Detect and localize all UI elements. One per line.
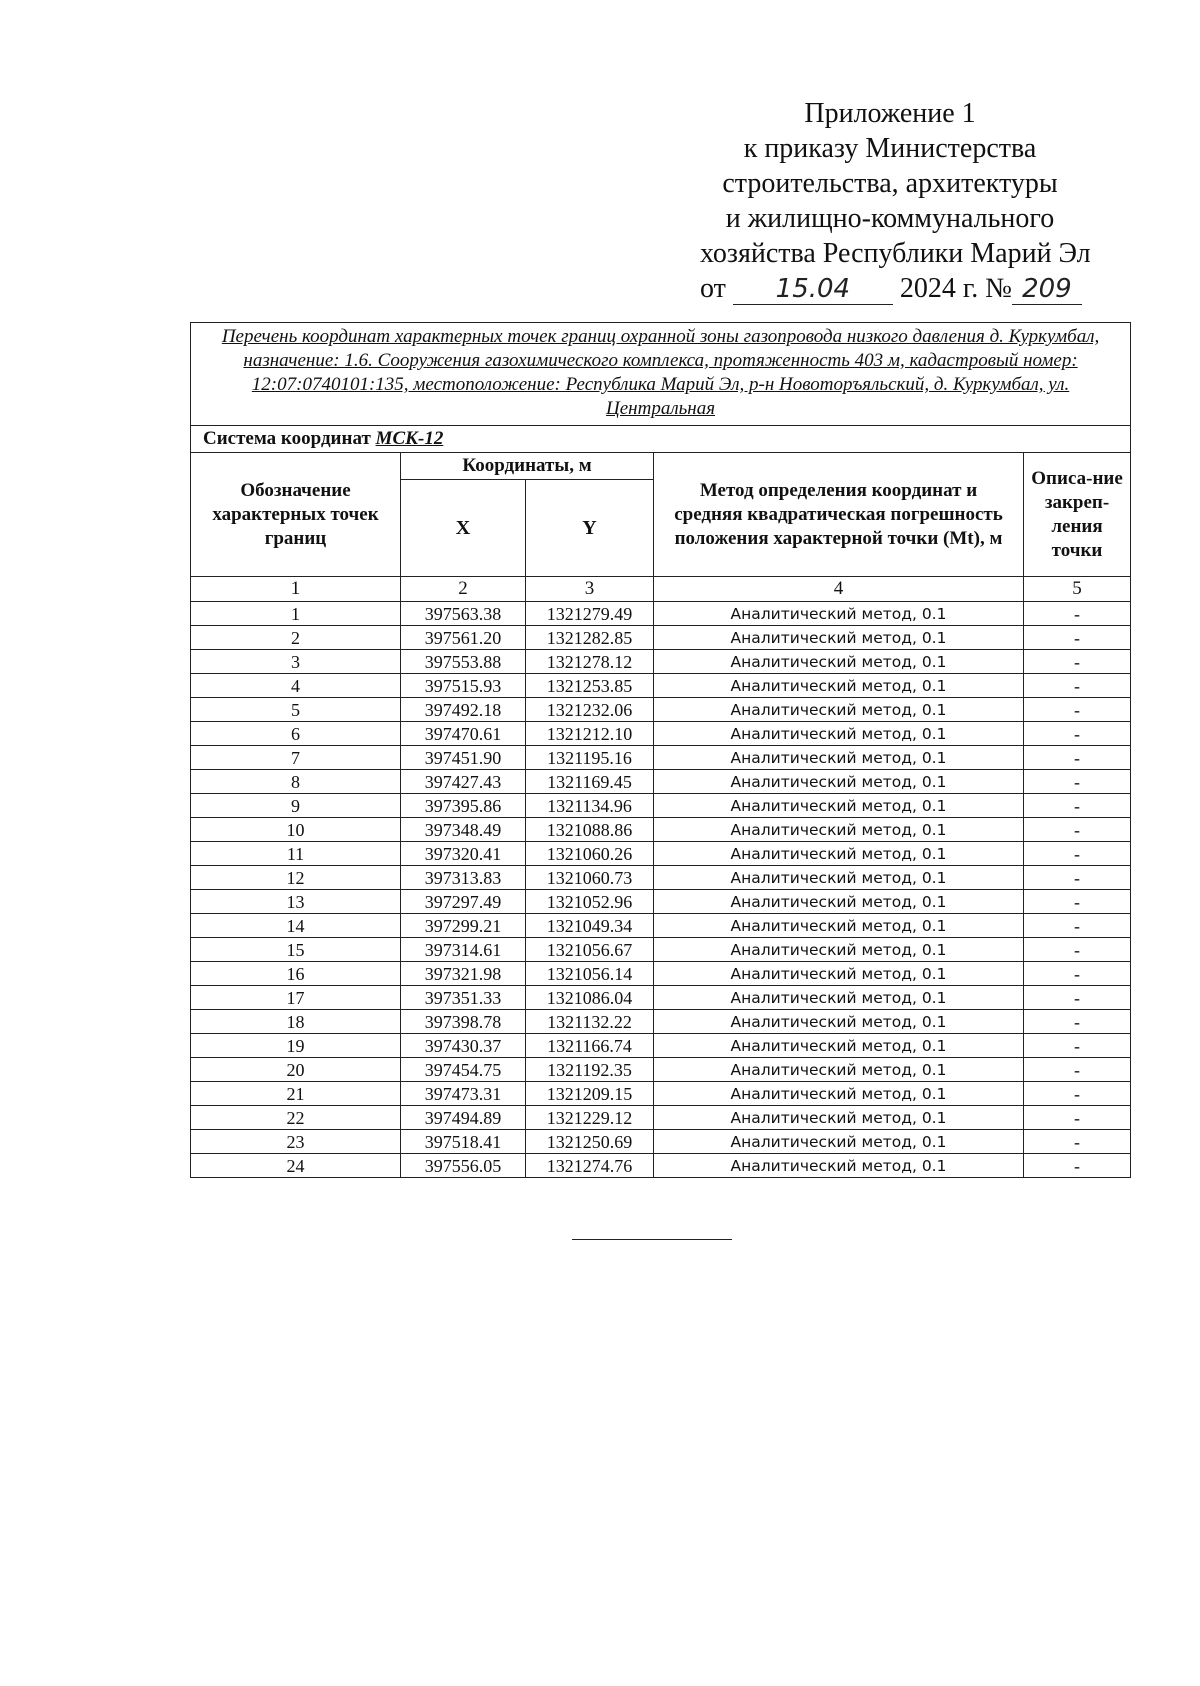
method-cell: Аналитический метод, 0.1 — [654, 1106, 1024, 1130]
fixation-description-cell: - — [1024, 1106, 1131, 1130]
fixation-description-cell: - — [1024, 770, 1131, 794]
x-coordinate-cell: 397556.05 — [401, 1154, 526, 1178]
point-number-cell: 7 — [191, 746, 401, 770]
fixation-description-cell: - — [1024, 1082, 1131, 1106]
y-coordinate-cell: 1321192.35 — [526, 1058, 654, 1082]
method-cell: Аналитический метод, 0.1 — [654, 722, 1024, 746]
fixation-description-cell: - — [1024, 1034, 1131, 1058]
coordinate-system-label: Система координат — [203, 428, 371, 449]
method-cell: Аналитический метод, 0.1 — [654, 698, 1024, 722]
x-coordinate-cell: 397313.83 — [401, 866, 526, 890]
method-cell: Аналитический метод, 0.1 — [654, 1130, 1024, 1154]
header-line-4: и жилищно-коммунального — [725, 203, 1055, 234]
y-coordinate-cell: 1321279.49 — [526, 602, 654, 626]
table-row — [191, 818, 1131, 842]
y-coordinate-cell: 1321274.76 — [526, 1154, 654, 1178]
x-coordinate-cell: 397351.33 — [401, 986, 526, 1010]
header-x: X — [401, 480, 526, 577]
method-cell: Аналитический метод, 0.1 — [654, 842, 1024, 866]
x-coordinate-cell: 397427.43 — [401, 770, 526, 794]
table-row — [191, 746, 1131, 770]
table-row — [191, 770, 1131, 794]
coordinate-system-value: МСК-12 — [375, 428, 444, 449]
header-row-1 — [191, 453, 1131, 480]
point-number-cell: 20 — [191, 1058, 401, 1082]
point-number-cell: 8 — [191, 770, 401, 794]
header-coordinates: Координаты, м — [401, 453, 654, 480]
header-line-1: Приложение 1 — [804, 98, 976, 129]
x-coordinate-cell: 397297.49 — [401, 890, 526, 914]
fixation-description-cell: - — [1024, 698, 1131, 722]
method-cell: Аналитический метод, 0.1 — [654, 866, 1024, 890]
point-number-cell: 10 — [191, 818, 401, 842]
method-cell: Аналитический метод, 0.1 — [654, 1034, 1024, 1058]
method-cell: Аналитический метод, 0.1 — [654, 914, 1024, 938]
point-number-cell: 19 — [191, 1034, 401, 1058]
point-number-cell: 16 — [191, 962, 401, 986]
table-row — [191, 842, 1131, 866]
table-row — [191, 1010, 1131, 1034]
y-coordinate-cell: 1321232.06 — [526, 698, 654, 722]
y-coordinate-cell: 1321282.85 — [526, 626, 654, 650]
method-cell: Аналитический метод, 0.1 — [654, 890, 1024, 914]
header-y: Y — [526, 480, 654, 577]
header-line-3: строительства, архитектуры — [722, 168, 1058, 199]
y-coordinate-cell: 1321056.67 — [526, 938, 654, 962]
handwritten-date: 15.04 — [733, 274, 893, 305]
y-coordinate-cell: 1321212.10 — [526, 722, 654, 746]
column-number: 4 — [654, 577, 1024, 602]
header-method: Метод определения координат и средняя квадратическая погрешность положения характерной точки (Mt), м — [654, 453, 1024, 577]
table-row — [191, 890, 1131, 914]
point-number-cell: 9 — [191, 794, 401, 818]
x-coordinate-cell: 397563.38 — [401, 602, 526, 626]
point-number-cell: 1 — [191, 602, 401, 626]
method-cell: Аналитический метод, 0.1 — [654, 1010, 1024, 1034]
y-coordinate-cell: 1321166.74 — [526, 1034, 654, 1058]
y-coordinate-cell: 1321250.69 — [526, 1130, 654, 1154]
fixation-description-cell: - — [1024, 890, 1131, 914]
table-title: Перечень координат характерных точек границ охранной зоны газопровода низкого давления д. Куркумбал, назначение: 1.6. Сооружения газохимического комплекса, протяженность 403 м, кадастровый номер: 12:07:0740101:135, местоположение: Республика Марий Эл, р-н Новоторъяльский, д. Куркумбал, ул. Центральная — [191, 323, 1131, 426]
fixation-description-cell: - — [1024, 650, 1131, 674]
x-coordinate-cell: 397451.90 — [401, 746, 526, 770]
point-number-cell: 21 — [191, 1082, 401, 1106]
x-coordinate-cell: 397492.18 — [401, 698, 526, 722]
y-coordinate-cell: 1321086.04 — [526, 986, 654, 1010]
fixation-description-cell: - — [1024, 1058, 1131, 1082]
y-coordinate-cell: 1321253.85 — [526, 674, 654, 698]
point-number-cell: 5 — [191, 698, 401, 722]
point-number-cell: 18 — [191, 1010, 401, 1034]
x-coordinate-cell: 397320.41 — [401, 842, 526, 866]
order-date-line — [700, 271, 1080, 306]
table-row — [191, 1154, 1131, 1178]
y-coordinate-cell: 1321195.16 — [526, 746, 654, 770]
column-number: 3 — [526, 577, 654, 602]
table-row — [191, 602, 1131, 626]
x-coordinate-cell: 397321.98 — [401, 962, 526, 986]
method-cell: Аналитический метод, 0.1 — [654, 650, 1024, 674]
method-cell: Аналитический метод, 0.1 — [654, 626, 1024, 650]
fixation-description-cell: - — [1024, 962, 1131, 986]
y-coordinate-cell: 1321060.73 — [526, 866, 654, 890]
fixation-description-cell: - — [1024, 1154, 1131, 1178]
table-title-row — [191, 323, 1131, 426]
fixation-description-cell: - — [1024, 866, 1131, 890]
point-number-cell: 23 — [191, 1130, 401, 1154]
table-row — [191, 866, 1131, 890]
fixation-description-cell: - — [1024, 626, 1131, 650]
table-row — [191, 938, 1131, 962]
method-cell: Аналитический метод, 0.1 — [654, 770, 1024, 794]
y-coordinate-cell: 1321169.45 — [526, 770, 654, 794]
point-number-cell: 2 — [191, 626, 401, 650]
coordinate-system — [191, 426, 1131, 453]
header-designation: Обозначение характерных точек границ — [191, 453, 401, 577]
point-number-cell: 15 — [191, 938, 401, 962]
table-row — [191, 1106, 1131, 1130]
method-cell: Аналитический метод, 0.1 — [654, 674, 1024, 698]
x-coordinate-cell: 397348.49 — [401, 818, 526, 842]
method-cell: Аналитический метод, 0.1 — [654, 1154, 1024, 1178]
table-row — [191, 1034, 1131, 1058]
x-coordinate-cell: 397314.61 — [401, 938, 526, 962]
x-coordinate-cell: 397395.86 — [401, 794, 526, 818]
point-number-cell: 24 — [191, 1154, 401, 1178]
fixation-description-cell: - — [1024, 1010, 1131, 1034]
method-cell: Аналитический метод, 0.1 — [654, 746, 1024, 770]
fixation-description-cell: - — [1024, 842, 1131, 866]
x-coordinate-cell: 397454.75 — [401, 1058, 526, 1082]
method-cell: Аналитический метод, 0.1 — [654, 962, 1024, 986]
table-row — [191, 674, 1131, 698]
fixation-description-cell: - — [1024, 674, 1131, 698]
handwritten-order-number: 209 — [1012, 274, 1082, 305]
y-coordinate-cell: 1321209.15 — [526, 1082, 654, 1106]
x-coordinate-cell: 397473.31 — [401, 1082, 526, 1106]
point-number-cell: 4 — [191, 674, 401, 698]
point-number-cell: 14 — [191, 914, 401, 938]
column-number: 5 — [1024, 577, 1131, 602]
method-cell: Аналитический метод, 0.1 — [654, 938, 1024, 962]
coordinate-system-row — [191, 426, 1131, 453]
table-row — [191, 1082, 1131, 1106]
method-cell: Аналитический метод, 0.1 — [654, 794, 1024, 818]
fixation-description-cell: - — [1024, 722, 1131, 746]
method-cell: Аналитический метод, 0.1 — [654, 986, 1024, 1010]
column-number: 2 — [401, 577, 526, 602]
x-coordinate-cell: 397553.88 — [401, 650, 526, 674]
x-coordinate-cell: 397561.20 — [401, 626, 526, 650]
point-number-cell: 22 — [191, 1106, 401, 1130]
method-cell: Аналитический метод, 0.1 — [654, 818, 1024, 842]
table-row — [191, 914, 1131, 938]
fixation-description-cell: - — [1024, 746, 1131, 770]
table-row — [191, 1130, 1131, 1154]
y-coordinate-cell: 1321088.86 — [526, 818, 654, 842]
fixation-description-cell: - — [1024, 914, 1131, 938]
y-coordinate-cell: 1321278.12 — [526, 650, 654, 674]
header-line-2: к приказу Министерства — [743, 133, 1037, 164]
table-row — [191, 794, 1131, 818]
date-prefix: от — [700, 273, 726, 304]
end-of-document-rule — [572, 1239, 732, 1240]
table-row — [191, 962, 1131, 986]
point-number-cell: 13 — [191, 890, 401, 914]
point-number-cell: 12 — [191, 866, 401, 890]
y-coordinate-cell: 1321056.14 — [526, 962, 654, 986]
header-description: Описа-ние закреп-ления точки — [1024, 453, 1131, 577]
x-coordinate-cell: 397398.78 — [401, 1010, 526, 1034]
y-coordinate-cell: 1321132.22 — [526, 1010, 654, 1034]
coordinates-table — [190, 322, 1131, 1178]
fixation-description-cell: - — [1024, 794, 1131, 818]
y-coordinate-cell: 1321052.96 — [526, 890, 654, 914]
fixation-description-cell: - — [1024, 818, 1131, 842]
document-header — [700, 96, 1091, 306]
method-cell: Аналитический метод, 0.1 — [654, 602, 1024, 626]
table-row — [191, 698, 1131, 722]
x-coordinate-cell: 397515.93 — [401, 674, 526, 698]
y-coordinate-cell: 1321229.12 — [526, 1106, 654, 1130]
table-row — [191, 986, 1131, 1010]
x-coordinate-cell: 397470.61 — [401, 722, 526, 746]
point-number-cell: 6 — [191, 722, 401, 746]
fixation-description-cell: - — [1024, 938, 1131, 962]
fixation-description-cell: - — [1024, 986, 1131, 1010]
table-row — [191, 722, 1131, 746]
x-coordinate-cell: 397494.89 — [401, 1106, 526, 1130]
order-year: 2024 г. № — [899, 273, 1012, 304]
method-cell: Аналитический метод, 0.1 — [654, 1058, 1024, 1082]
point-number-cell: 11 — [191, 842, 401, 866]
column-number: 1 — [191, 577, 401, 602]
fixation-description-cell: - — [1024, 1130, 1131, 1154]
x-coordinate-cell: 397299.21 — [401, 914, 526, 938]
table-row — [191, 650, 1131, 674]
y-coordinate-cell: 1321060.26 — [526, 842, 654, 866]
table-row — [191, 1058, 1131, 1082]
header-line-5: хозяйства Республики Марий Эл — [700, 238, 1091, 269]
point-number-cell: 17 — [191, 986, 401, 1010]
x-coordinate-cell: 397430.37 — [401, 1034, 526, 1058]
fixation-description-cell: - — [1024, 602, 1131, 626]
column-numbers-row — [191, 577, 1131, 602]
x-coordinate-cell: 397518.41 — [401, 1130, 526, 1154]
table-row — [191, 626, 1131, 650]
method-cell: Аналитический метод, 0.1 — [654, 1082, 1024, 1106]
point-number-cell: 3 — [191, 650, 401, 674]
y-coordinate-cell: 1321134.96 — [526, 794, 654, 818]
y-coordinate-cell: 1321049.34 — [526, 914, 654, 938]
